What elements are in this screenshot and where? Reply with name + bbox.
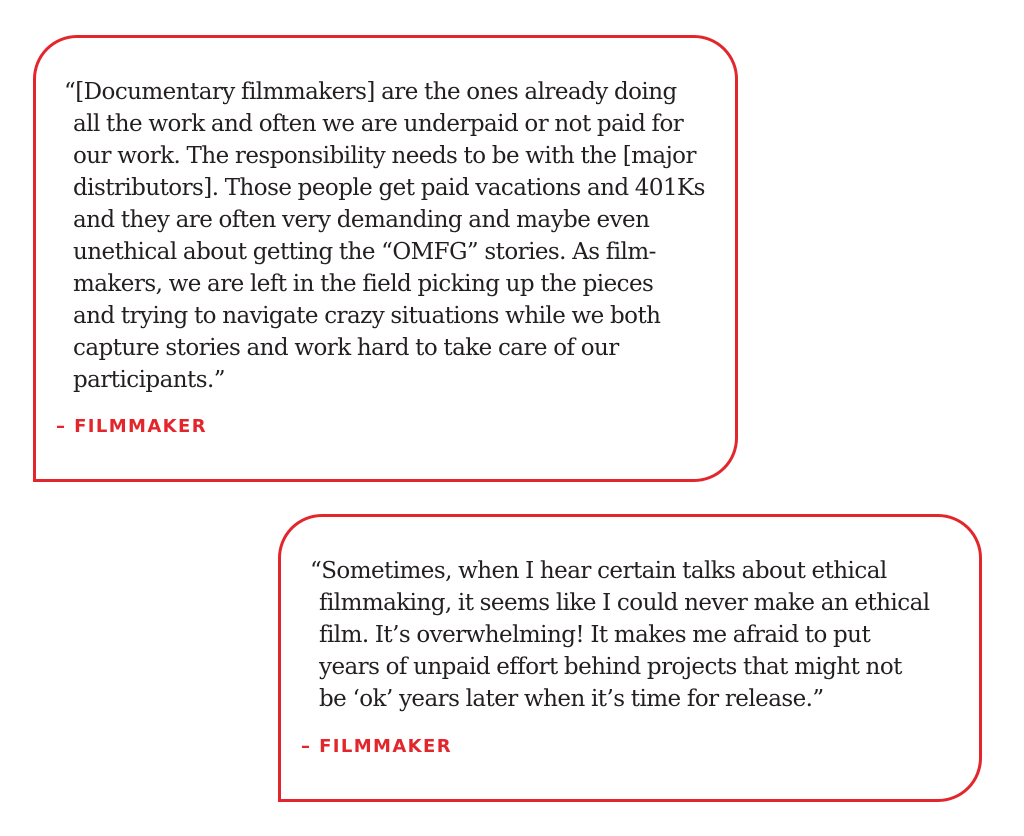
quote-box-2 bbox=[278, 514, 982, 802]
quote-attribution-1: – FILMMAKER bbox=[56, 416, 207, 437]
quote-text-1: “[Documentary filmmakers] are the ones already doing all the work and often we are underpaid or not paid for our work. The responsibility needs to be with the [major distributors]. Those people get paid vacations and 401Ks and they are often very demanding and maybe even unethical about getting the “OMFG” stories. As film- makers, we are left in the field picking up the pieces and trying to navigate crazy situations while we both capture stories and work hard to take care of our participants.” bbox=[64, 79, 705, 393]
quote-attribution-2: – FILMMAKER bbox=[301, 736, 452, 757]
quote-box-1 bbox=[33, 35, 738, 482]
quote-text-2: “Sometimes, when I hear certain talks about ethical filmmaking, it seems like I could never make an ethical film. It’s overwhelming! It makes me afraid to put years of unpaid effort behind projects that might not be ‘ok’ years later when it’s time for release.” bbox=[310, 558, 930, 712]
